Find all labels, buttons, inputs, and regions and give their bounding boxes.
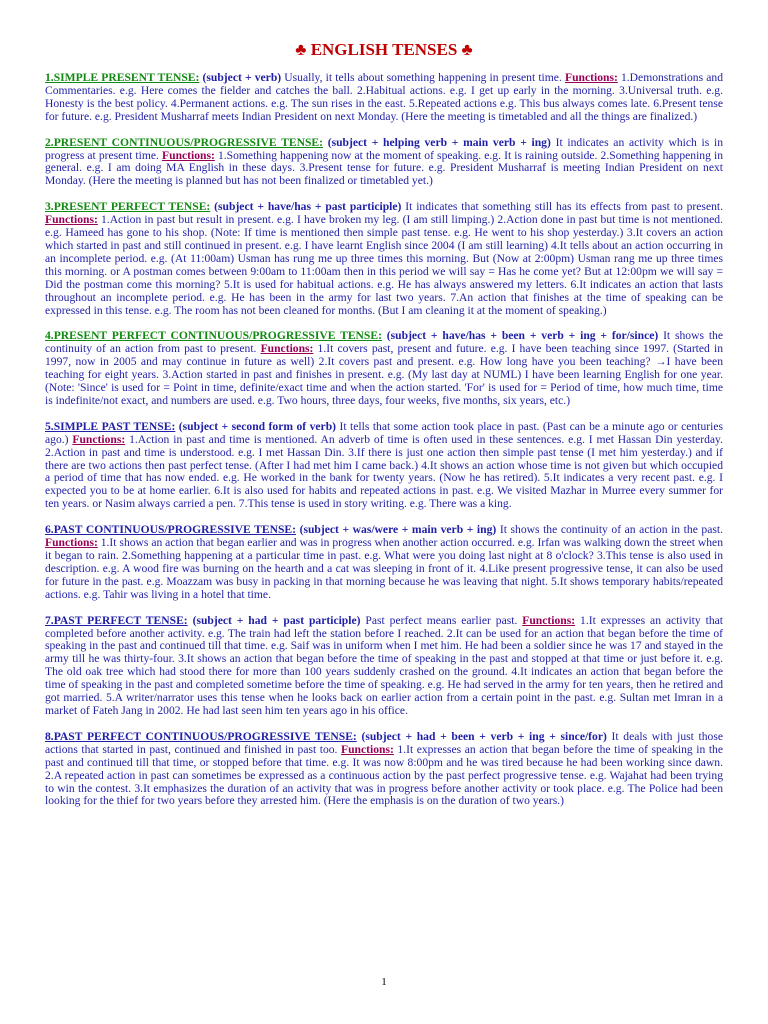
section-intro: Usually, it tells about something happening in present time. [281,71,565,84]
section-simple-past [45,421,723,511]
section-body: 1.Action in past and time is mentioned. An adverb of time is often used in these sentences. e.g. I met Hassan Din yesterday. 2.Action in past and time is understood. e.g. I met Hassan Din. 3.If there is just one action then simple past tense (I met him yesterday.) and if there are two actions then past perfect tense. (After I had met him I came back.) 4.It shows an action whose time is not given but which occupied a period of time that has now ended. e.g. He worked in the bank for twenty years. (Now he has retired). 5.It indicates a very recent past. e.g. I expected you to be at home earlier. 6.It is also used for habits and repeated actions in past. e.g. We visited Mazhar in Murree every summer for ten years. or Nasim always carried a pen. 7.This tense is used in story writing. e.g. There was a king. [45,432,723,511]
section-body: 1.Demonstrations and Commentaries. e.g. Here comes the fielder and catches the ball. 2.Habitual actions. e.g. I get up early in the morning. 3.Universal truth. e.g. Honesty is the best policy. 4.Permanent actions. e.g. The sun rises in the east. 5.Repeated actions e.g. This bus always comes late. 6.Present tense for future. e.g. President Musharraf meets Indian President on next Monday. (Here the meeting is timetabled and all the things are finalized.) [45,71,723,123]
section-structure: (subject + helping verb + main verb + ing) [323,135,551,149]
section-heading: 1.SIMPLE PRESENT TENSE: [45,71,200,84]
page-number: 1 [381,976,387,988]
section-structure: (subject + had + past participle) [187,613,361,627]
functions-label: Functions: [45,536,98,550]
section-intro: Past perfect means earlier past. [360,613,523,627]
section-body: 1.Action in past but result in present. e.g. I have broken my leg. (I am still limping.) 2.Action done in past but time is not mentioned. e.g. Hameed has gone to his shop. (Note: If time is mentioned then simple past tense. e.g. He went to his shop yesterday.) 3.It covers an action which started in past and still continued in present. e.g. I have learnt English since 2004 (I am still learning) 4.It tells about an action occurring in an incomplete period. e.g. (At 11:00am) Usman has rung me up three times this morning. But (Now at 2:00pm) Usman rang me up three times this morning. or A postman comes between 9:00am to 11:00am then in this period we will say = Has he come yet? But at 12:00pm we will say = Did the postman come this morning? 5.It is used for habitual actions. e.g. He has always answered my letters. 6.It indicates an action that lasts throughout an incomplete period. e.g. He has been in the army for last two years. 7.An action that finishes at the time of speaking can be expressed in this tense. e.g. The room has not been cleaned for months. (But I am cleaning it at the moment of speaking.) [45,213,723,317]
functions-label: Functions: [341,742,394,756]
section-intro: It shows the continuity of an action in the past. [496,523,724,537]
section-heading: 6.PAST CONTINUOUS/PROGRESSIVE TENSE: [45,523,297,537]
document-page [45,40,723,821]
section-structure: (subject + verb) [199,71,282,84]
section-present-continuous [45,137,723,189]
section-heading: 7.PAST PERFECT TENSE: [45,613,188,627]
section-structure: (subject + have/has + past participle) [210,200,402,214]
functions-label: Functions: [522,613,576,627]
section-body: 1.It shows an action that began earlier and was in progress when another action occurred. e.g. Irfan was walking down the street when it began to rain. 2.Something happening at a particular time in past. e.g. What were you doing last night at 8 o'clock? 3.This tense is also used in description. e.g. A wood fire was burning on the hearth and a cat was sleeping in front of it. 4.Like present progressive tense, it can also be used for future in the past. e.g. Moazzam was busy in packing in that morning because he was leaving that night. 5.It shows temporary habits/repeated actions. e.g. Tahir was living in a hotel that time. [45,536,723,601]
functions-label: Functions: [162,148,215,162]
section-present-perfect-continuous [45,330,723,407]
section-present-perfect [45,201,723,317]
section-past-perfect-continuous [45,731,723,808]
section-heading: 2.PRESENT CONTINUOUS/PROGRESSIVE TENSE: [45,135,323,149]
section-body: 1.It expresses an action that began before the time of speaking in the past and continued till that time, or stopped before that time. e.g. It was now 8:00pm and he was tired because he had been working since dawn. 2.A repeated action in past can sometimes be expressed as a continuous action by the past perfect progressive tense. e.g. Wajahat had been trying to win the contest. 3.It emphasizes the duration of an activity that was in progress before another activity or took place. e.g. The Police had been looking for the thief for two years before they arrested him. (Here the emphasis is on the duration of two years.) [45,742,723,808]
section-intro: It shows the continuity of an action from past to present. [45,329,723,356]
section-structure: (subject + have/has + been + verb + ing + for/since) [381,329,659,343]
page-title: ♣ ENGLISH TENSES ♣ [295,40,473,59]
section-intro: It indicates that something still has its effects from past to present. [401,200,724,214]
functions-label: Functions: [565,71,618,84]
functions-label: Functions: [45,213,98,227]
section-structure: (subject + had + been + verb + ing + since/for) [356,729,607,743]
section-body: 1.Something happening now at the moment of speaking. e.g. It is raining outside. 2.Something happening in general. e.g. I am doing MA English in these days. 3.Present tense for future. e.g. President Musharraf is meeting Indian President on next Monday. (Here the meeting is planned but has not been finalized or timetabled yet.) [45,148,723,188]
section-past-perfect [45,615,723,718]
section-heading: 4.PRESENT PERFECT CONTINUOUS/PROGRESSIVE TENSE: [45,329,382,343]
section-simple-present [45,72,723,124]
section-body: 1.It expresses an activity that completed before another activity. e.g. The train had left the station before I reached. 2.It can be used for an action that began before the time of speaking in the past and continued till that time. e.g. Saif was in uniform when I met him. He had been a soldier since he was 17 and stayed in the army till he was thirty-four. 3.It shows an action that began before the time of speaking in the past and stopped at that time or just before it. e.g. The old oak tree which had stood there for more than 100 years suddenly crashed on the ground. 4.It indicates an action that began before the time of speaking in the past and completed sometime before the time of speaking. e.g. He had served in the army for ten years, then he retired and got married. 5.A writer/narrator uses this tense when he looks back on earlier action from a certain point in the past. e.g. Sultan met Imran in a market of Fateh Jang in 2002. He had last seen him ten years ago in his office. [45,613,723,717]
section-heading: 3.PRESENT PERFECT TENSE: [45,200,211,214]
section-intro: It indicates an activity which is in progress at present time. [45,135,723,162]
section-past-continuous [45,524,723,601]
section-intro: It deals with just those actions that started in past, continued and finished in past too. [45,729,724,756]
functions-label: Functions: [260,342,314,356]
section-structure: (subject + was/were + main verb + ing) [296,523,497,537]
section-heading: 5.SIMPLE PAST TENSE: [45,419,176,433]
functions-label: Functions: [72,432,126,446]
section-heading: 8.PAST PERFECT CONTINUOUS/PROGRESSIVE TENSE: [45,729,357,743]
section-structure: (subject + second form of verb) [175,419,337,433]
section-body: 1.It covers past, present and future. e.g. I have been teaching since 1997. (Started in 1997, now in 2005 and may continue in future as well) 2.It covers past and present. e.g. How long have you been teaching? →I have been teaching for eight years. 3.Action started in past and finishes in present. e.g. (My last day at NUML) I have been learning English for one year. (Note: 'Since' is used for = Point in time, definite/exact time and when the action started. 'For' is used for = Period of time, how much time, time is indefinite/not exact, and numbers are used. e.g. Two hours, three days, four weeks, five months, six years, etc.) [45,342,723,407]
section-intro: It tells that some action took place in past. (Past can be a minute ago or centuries ago.) [45,419,723,446]
